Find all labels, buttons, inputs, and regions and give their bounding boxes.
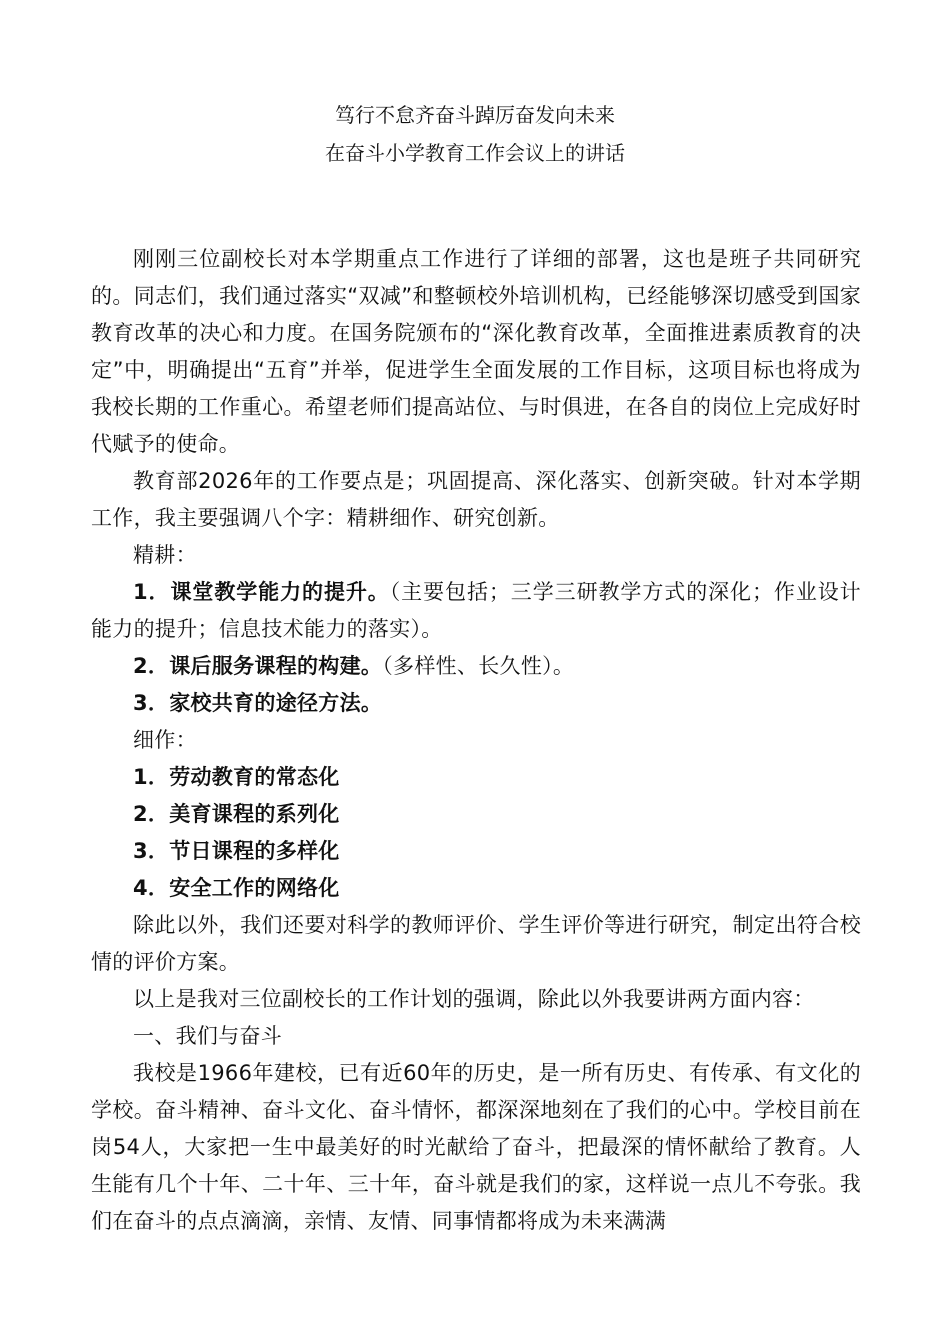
list-item <box>91 648 861 685</box>
document-body <box>91 241 861 1240</box>
section-label-xizuo: 细作： <box>133 728 197 752</box>
list-item: 2．美育课程的系列化 <box>133 802 340 826</box>
paragraph-school-history: 我校是1966年建校，已有近60年的历史，是一所有历史、有传承、有文化的学校。奋斗精神、奋斗文化、奋斗情怀，都深深地刻在了我们的心中。学校目前在岗54人，大家把一生中最美好的时光献给了奋斗，把最深的情怀献给了教育。人生能有几个十年、二十年、三十年，奋斗就是我们的家，这样说一点儿不夸张。我们在奋斗的点点滴滴，亲情、友情、同事情都将成为未来满满 <box>91 1061 861 1233</box>
list-item: 1．劳动教育的常态化 <box>133 765 340 789</box>
paragraph-ministry-points: 教育部2026年的工作要点是；巩固提高、深化落实、创新突破。针对本学期工作，我主要强调八个字：精耕细作、研究创新。 <box>91 469 861 530</box>
list-item-heading: 3．家校共育的途径方法。 <box>133 691 383 715</box>
document-subtitle: 在奋斗小学教育工作会议上的讲话 <box>325 141 625 165</box>
section-label-jinggeng: 精耕： <box>133 543 197 567</box>
title-block <box>0 96 950 172</box>
document-title: 笃行不怠齐奋斗踔厉奋发向未来 <box>335 103 615 127</box>
list-item-detail: （主要包括；三学三研教学方式的深化；作业设计能力的提升；信息技术能力的落实）。 <box>91 580 861 641</box>
list-item: 3．节日课程的多样化 <box>133 839 340 863</box>
paragraph-intro: 刚刚三位副校长对本学期重点工作进行了详细的部署，这也是班子共同研究的。同志们，我们通过落实“双减”和整顿校外培训机构，已经能够深切感受到国家教育改革的决心和力度。在国务院颁布的“深化教育改革，全面推进素质教育的决定”中，明确提出“五育”并举，促进学生全面发展的工作目标，这项目标也将成为我校长期的工作重心。希望老师们提高站位、与时俱进，在各自的岗位上完成好时代赋予的使命。 <box>91 247 861 456</box>
list-item: 4．安全工作的网络化 <box>133 876 340 900</box>
list-item <box>91 574 861 648</box>
section-heading-1: 一、我们与奋斗 <box>133 1024 283 1048</box>
list-item-detail: （多样性、长久性）。 <box>382 654 575 678</box>
paragraph-transition: 以上是我对三位副校长的工作计划的强调，除此以外我要讲两方面内容： <box>133 987 815 1011</box>
paragraph-evaluation: 除此以外，我们还要对科学的教师评价、学生评价等进行研究，制定出符合校情的评价方案。 <box>91 913 861 974</box>
list-item <box>91 685 861 722</box>
list-item-heading: 1．课堂教学能力的提升。 <box>133 580 390 604</box>
list-item-heading: 2．课后服务课程的构建。 <box>133 654 383 678</box>
